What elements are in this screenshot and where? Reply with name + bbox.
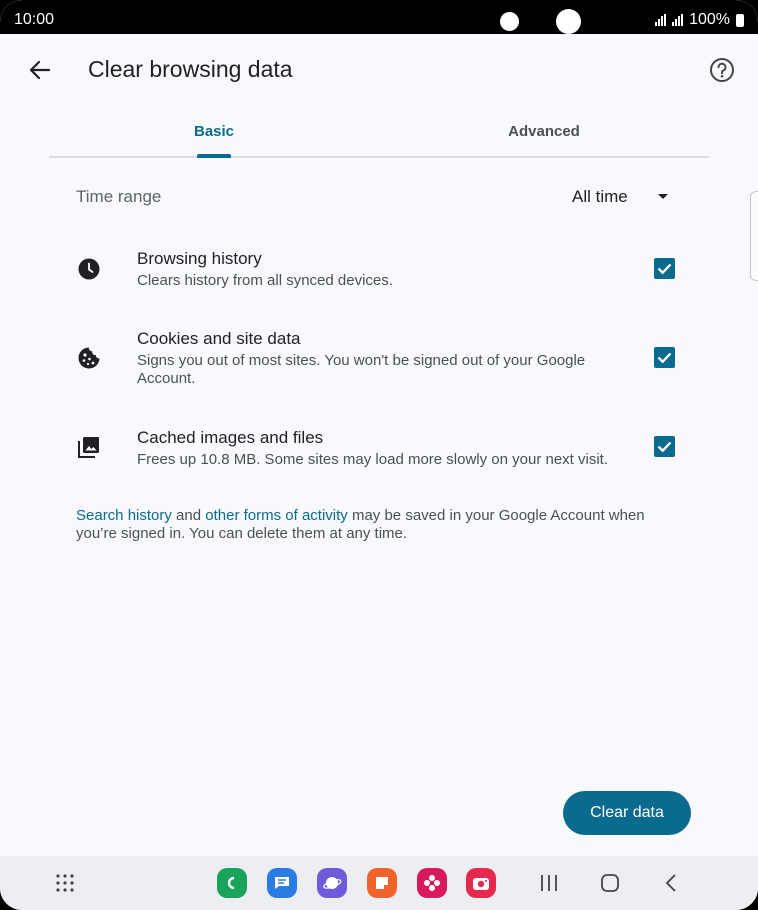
home-button[interactable] (595, 868, 625, 898)
phone-icon (224, 875, 240, 891)
status-time: 10:00 (14, 11, 55, 28)
account-info-text (76, 507, 676, 543)
image-icon (76, 434, 102, 460)
camera-cutout (500, 12, 519, 31)
check-icon (654, 436, 675, 457)
internet-app-icon[interactable] (317, 868, 347, 898)
status-icons (655, 11, 744, 29)
option-title: Cookies and site data (137, 329, 301, 348)
check-icon (654, 258, 675, 279)
option-cached-images[interactable] (60, 424, 700, 479)
messages-app-icon[interactable] (267, 868, 297, 898)
dropdown-arrow-icon (658, 194, 668, 199)
option-browsing-history[interactable] (60, 245, 700, 300)
app-drawer-button[interactable] (50, 868, 80, 898)
tab-bar (49, 106, 709, 158)
page-title: Clear browsing data (88, 56, 293, 82)
notes-app-icon[interactable] (367, 868, 397, 898)
option-title: Cached images and files (137, 428, 324, 447)
battery-percent: 100% (689, 11, 730, 28)
clock-icon (76, 256, 102, 282)
nav-back-button[interactable] (656, 868, 686, 898)
arrow-left-icon (29, 60, 51, 80)
option-subtitle: Signs you out of most sites. You won't be signed out of your Google Account. (137, 352, 586, 387)
cookies-checkbox[interactable] (654, 347, 675, 368)
option-subtitle: Clears history from all synced devices. (137, 272, 393, 289)
search-history-link[interactable]: Search history (76, 507, 172, 524)
edge-panel-handle[interactable] (750, 191, 758, 281)
recents-icon (539, 874, 559, 892)
tab-advanced[interactable]: Advanced (508, 122, 580, 140)
camera-icon (472, 875, 490, 891)
back-button[interactable] (22, 54, 58, 86)
planet-icon (322, 873, 342, 893)
home-icon (600, 873, 620, 893)
clear-data-button[interactable]: Clear data (563, 791, 691, 835)
navigation-bar (0, 856, 758, 910)
time-range-dropdown[interactable] (560, 182, 680, 212)
info-text-fragment: may be saved in your Google Account when you’re signed in. You can delete them at any time. (76, 507, 645, 542)
option-subtitle: Frees up 10.8 MB. Some sites may load more slowly on your next visit. (137, 451, 609, 468)
battery-icon (736, 14, 744, 27)
status-bar (0, 0, 758, 34)
option-cookies-site-data[interactable] (60, 325, 700, 390)
time-range-label: Time range (76, 187, 162, 206)
other-activity-link[interactable]: other forms of activity (205, 507, 348, 524)
chat-bubble-icon (273, 875, 291, 891)
signal-icon (672, 14, 683, 26)
grid-dots-icon (54, 872, 76, 894)
cached-images-checkbox[interactable] (654, 436, 675, 457)
help-icon (708, 56, 736, 84)
info-text-fragment: and (171, 507, 206, 524)
top-app-bar (0, 34, 758, 106)
help-button[interactable] (708, 56, 736, 84)
camera-cutout (556, 9, 581, 34)
phone-app-icon[interactable] (217, 868, 247, 898)
check-icon (654, 347, 675, 368)
gallery-app-icon[interactable] (417, 868, 447, 898)
flower-icon (422, 873, 442, 893)
time-range-value: All time (572, 187, 628, 206)
tab-basic[interactable]: Basic (193, 122, 235, 140)
recent-apps-button[interactable] (534, 868, 564, 898)
camera-app-icon[interactable] (466, 868, 496, 898)
signal-icon (655, 14, 666, 26)
note-icon (374, 875, 390, 891)
browsing-history-checkbox[interactable] (654, 258, 675, 279)
cookie-icon (76, 345, 102, 371)
chevron-left-icon (664, 873, 678, 893)
tab-indicator (197, 154, 231, 158)
option-title: Browsing history (137, 249, 262, 268)
